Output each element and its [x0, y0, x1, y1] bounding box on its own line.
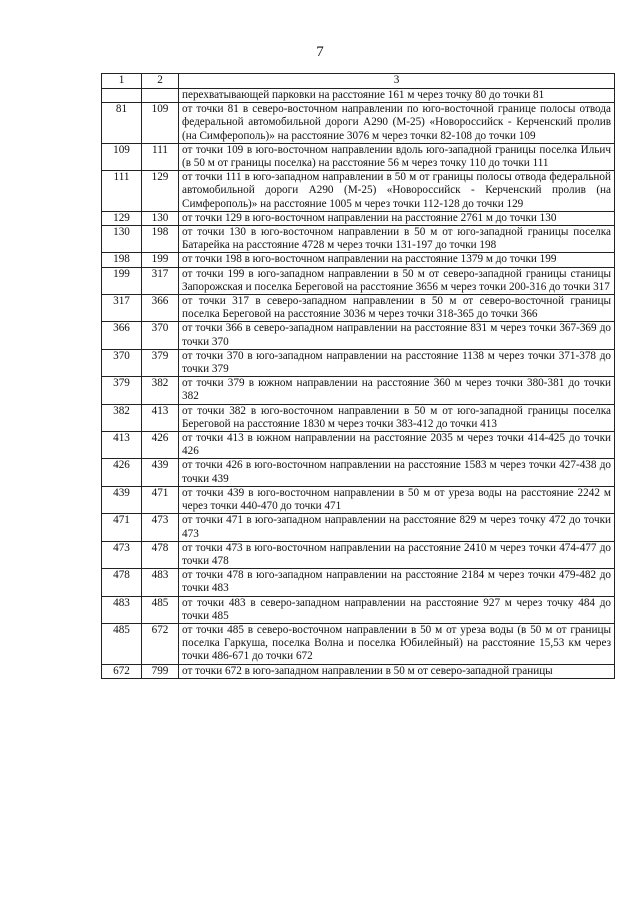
- point-from-cell: 471: [102, 514, 142, 541]
- table-row: [102, 377, 615, 404]
- point-from-cell: 478: [102, 569, 142, 596]
- point-from-cell: 81: [102, 103, 142, 144]
- description-cell: от точки 672 в юго-западном направлении в 50 м от северо-западной границы: [179, 664, 615, 678]
- table-row: [102, 89, 615, 103]
- point-from-cell: 129: [102, 211, 142, 225]
- table-row: [102, 295, 615, 322]
- table-row: [102, 171, 615, 212]
- point-from-cell: 439: [102, 486, 142, 513]
- description-cell: от точки 198 в юго-восточном направлении на расстояние 1379 м до точки 199: [179, 253, 615, 267]
- description-cell: от точки 81 в северо-восточном направлении по юго-восточной границе полосы отвода федеральной автомобильной дороги А290 (М-25) «Новороссийск - Керченский пролив (на Симферополь)» на расстояние 3076 м через точки 82-108 до точки 109: [179, 103, 615, 144]
- point-to-cell: 799: [142, 664, 179, 678]
- point-from-cell: 483: [102, 596, 142, 623]
- point-to-cell: 111: [142, 143, 179, 170]
- table-row: [102, 569, 615, 596]
- table-header-row: [102, 74, 615, 89]
- description-cell: от точки 366 в северо-западном направлении на расстояние 831 м через точки 367-369 до точки 370: [179, 322, 615, 349]
- point-to-cell: [142, 89, 179, 103]
- description-cell: от точки 199 в юго-западном направлении в 50 м от северо-западной границы станицы Запорожская и поселка Береговой на расстояние 3656 м через точки 200-316 до точки 317: [179, 267, 615, 294]
- table-row: [102, 349, 615, 376]
- table-row: [102, 596, 615, 623]
- point-to-cell: 198: [142, 226, 179, 253]
- point-to-cell: 471: [142, 486, 179, 513]
- point-from-cell: 413: [102, 432, 142, 459]
- point-to-cell: 672: [142, 623, 179, 664]
- table-row: [102, 103, 615, 144]
- point-to-cell: 366: [142, 295, 179, 322]
- description-cell: от точки 439 в юго-восточном направлении в 50 м от уреза воды на расстояние 2242 м через точки 440-470 до точки 471: [179, 486, 615, 513]
- table-row: [102, 404, 615, 431]
- point-from-cell: 317: [102, 295, 142, 322]
- point-from-cell: 366: [102, 322, 142, 349]
- description-cell: от точки 426 в юго-восточном направлении на расстояние 1583 м через точки 427-438 до точки 439: [179, 459, 615, 486]
- table-row: [102, 211, 615, 225]
- point-to-cell: 439: [142, 459, 179, 486]
- description-cell: от точки 129 в юго-восточном направлении на расстояние 2761 м до точки 130: [179, 211, 615, 225]
- description-cell: от точки 379 в южном направлении на расстояние 360 м через точки 380-381 до точки 382: [179, 377, 615, 404]
- table-row: [102, 267, 615, 294]
- table-row: [102, 664, 615, 678]
- point-to-cell: 199: [142, 253, 179, 267]
- table-body: [102, 89, 615, 679]
- point-to-cell: 109: [142, 103, 179, 144]
- point-from-cell: 473: [102, 541, 142, 568]
- description-cell: от точки 317 в северо-западном направлении в 50 м от северо-восточной границы поселка Береговой на расстояние 3036 м через точки 318-365 до точки 366: [179, 295, 615, 322]
- table-row: [102, 253, 615, 267]
- description-cell: перехватывающей парковки на расстояние 161 м через точку 80 до точки 81: [179, 89, 615, 103]
- point-from-cell: 485: [102, 623, 142, 664]
- table-row: [102, 541, 615, 568]
- description-cell: от точки 370 в юго-западном направлении на расстояние 1138 м через точки 371-378 до точки 379: [179, 349, 615, 376]
- column-header-to: 2: [142, 74, 179, 89]
- table-row: [102, 486, 615, 513]
- column-header-from: 1: [102, 74, 142, 89]
- description-cell: от точки 130 в юго-восточном направлении в 50 м от юго-западной границы поселка Батарейка на расстояние 4728 м через точки 131-197 до точки 198: [179, 226, 615, 253]
- point-to-cell: 483: [142, 569, 179, 596]
- description-cell: от точки 471 в юго-западном направлении на расстояние 829 м через точку 472 до точки 473: [179, 514, 615, 541]
- boundary-description-table: [101, 73, 615, 679]
- point-to-cell: 485: [142, 596, 179, 623]
- table-row: [102, 322, 615, 349]
- point-to-cell: 370: [142, 322, 179, 349]
- point-from-cell: [102, 89, 142, 103]
- point-from-cell: 109: [102, 143, 142, 170]
- point-from-cell: 111: [102, 171, 142, 212]
- point-to-cell: 379: [142, 349, 179, 376]
- table-row: [102, 623, 615, 664]
- point-to-cell: 130: [142, 211, 179, 225]
- point-from-cell: 672: [102, 664, 142, 678]
- table-row: [102, 459, 615, 486]
- point-from-cell: 379: [102, 377, 142, 404]
- point-to-cell: 382: [142, 377, 179, 404]
- column-header-description: 3: [179, 74, 615, 89]
- page-number: 7: [316, 44, 324, 60]
- description-cell: от точки 473 в юго-восточном направлении на расстояние 2410 м через точки 474-477 до точки 478: [179, 541, 615, 568]
- description-cell: от точки 485 в северо-восточном направлении в 50 м от уреза воды (в 50 м от границы поселка Гаркуша, поселка Волна и поселка Юбилейный) на расстояние 15,53 км через точки 486-671 до точки 672: [179, 623, 615, 664]
- description-cell: от точки 478 в юго-западном направлении на расстояние 2184 м через точки 479-482 до точки 483: [179, 569, 615, 596]
- point-to-cell: 413: [142, 404, 179, 431]
- description-cell: от точки 483 в северо-западном направлении на расстояние 927 м через точку 484 до точки 485: [179, 596, 615, 623]
- table-row: [102, 432, 615, 459]
- point-to-cell: 129: [142, 171, 179, 212]
- point-to-cell: 317: [142, 267, 179, 294]
- point-to-cell: 426: [142, 432, 179, 459]
- description-cell: от точки 382 в юго-восточном направлении в 50 м от юго-западной границы поселка Береговой на расстояние 1830 м через точки 383-412 до точки 413: [179, 404, 615, 431]
- description-cell: от точки 111 в юго-западном направлении в 50 м от границы полосы отвода федеральной автомобильной дороги А290 (М-25) «Новороссийск - Керченский пролив (на Симферополь)» на расстояние 1005 м через точки 112-128 до точки 129: [179, 171, 615, 212]
- point-from-cell: 199: [102, 267, 142, 294]
- description-cell: от точки 413 в южном направлении на расстояние 2035 м через точки 414-425 до точки 426: [179, 432, 615, 459]
- point-from-cell: 426: [102, 459, 142, 486]
- point-to-cell: 473: [142, 514, 179, 541]
- point-to-cell: 478: [142, 541, 179, 568]
- table-row: [102, 514, 615, 541]
- description-cell: от точки 109 в юго-восточном направлении вдоль юго-западной границы поселка Ильич (в 50 м от границы поселка) на расстояние 56 м через точку 110 до точки 111: [179, 143, 615, 170]
- point-from-cell: 370: [102, 349, 142, 376]
- point-from-cell: 382: [102, 404, 142, 431]
- point-from-cell: 130: [102, 226, 142, 253]
- point-from-cell: 198: [102, 253, 142, 267]
- table-row: [102, 143, 615, 170]
- table-row: [102, 226, 615, 253]
